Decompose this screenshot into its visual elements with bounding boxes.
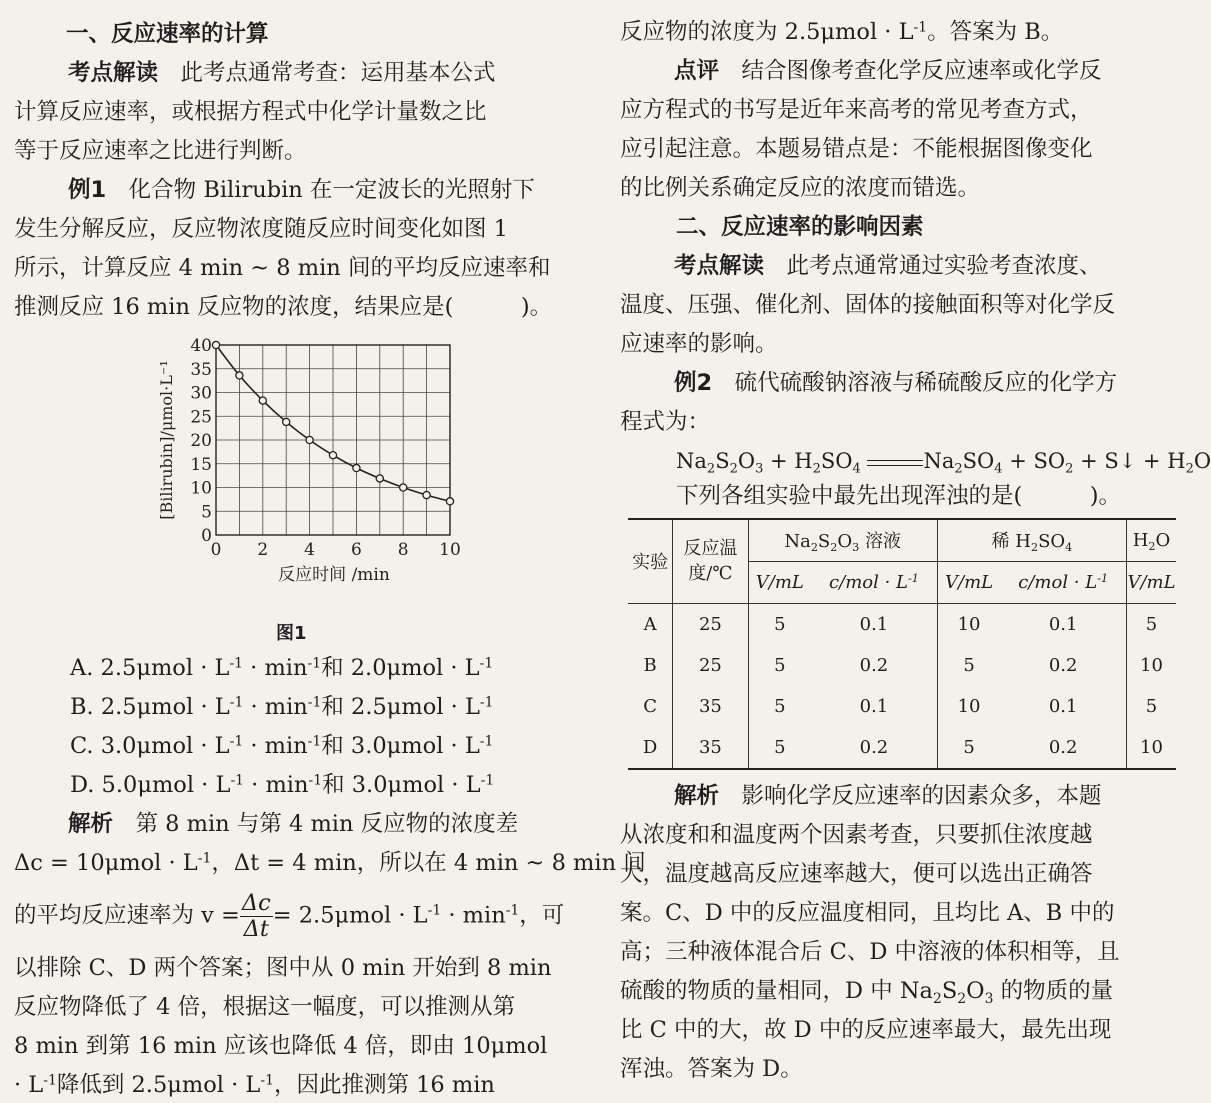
paragraph-line: 高；三种液体混合后 C、D 中溶液的体积相等，且 [620,939,1120,965]
x-tick-label: 6 [350,540,362,560]
sub-header-concentration: $c/mol \cdot L^{-1}$ [811,561,937,603]
table-cell: 5 [748,728,811,770]
paragraph-line: 比 C 中的大，故 D 中的反应速率最大，最先出现 [620,1017,1112,1043]
x-axis-label: 反应时间 /min [278,565,390,585]
label-kaodian: 考点解读 [68,60,159,86]
sub-header-volume: V/mL [937,561,1000,603]
table-cell: 5 [937,728,1000,770]
fraction: $\frac{\Delta c}{\Delta t}$ [241,890,271,942]
table-cell: 5 [1127,686,1176,728]
data-point [259,397,266,404]
label-kaodian: 考点解读 [674,253,765,279]
paragraph-line: 应速率的影响。 [620,331,778,357]
label-comment: 点评 [674,58,720,84]
paragraph-line: 8 min 到第 16 min 应该也降低 4 倍，即由 10μmol [14,1033,548,1059]
table-cell: 0.2 [859,737,889,759]
paragraph-line: $\Delta c = 10\mu mol \cdot L^{-1}$，Δt = 4 min，所以在 4 min ~ 8 min 间 [14,850,646,876]
chemical-equation: $Na_2S_2O_3 + H_2SO_4$ $Na_2SO_4 + SO_2$ + S↓ + $H_2O$ [676,449,1211,477]
paragraph-line: 温度、压强、催化剂、固体的接触面积等对化学反 [620,292,1116,318]
paragraph-line: 解析 第 8 min 与第 4 min 反应物的浓度差 [68,811,519,837]
paragraph-line: 应方程式的书写是近年来高考的常见考查方式， [620,97,1093,123]
table-row [628,686,1176,728]
paragraph-line: 推测反应 16 min 反应物的浓度，结果应是( )。 [14,294,553,320]
x-tick-label: 4 [304,540,316,560]
data-point [236,372,243,379]
bilirubin-concentration-chart [150,335,470,595]
table-cell: 0.2 [1048,654,1078,676]
table-cell: 5 [1127,603,1176,645]
table-row [628,603,1176,645]
paragraph-line: 程式为： [620,409,711,435]
label-analysis: 解析 [68,811,114,837]
paragraph-line: 以排除 C、D 两个答案；图中从 0 min 开始到 8 min [14,955,552,981]
question-line: 下列各组实验中最先出现浑浊的是( )。 [676,483,1122,509]
paragraph-line: 浑浊。答案为 D。 [620,1056,803,1082]
label-example-1: 例1 [68,177,107,203]
y-axis-label: [Bilirubin]/μmol·L⁻¹ [157,360,176,520]
label-example-2: 例2 [674,370,713,396]
col-header-temperature: 反应温 度/℃ [673,519,748,603]
data-point [376,475,383,482]
paragraph-line: 反应物降低了 4 倍，根据这一幅度，可以推测从第 [14,994,516,1020]
table-body [628,603,1176,769]
data-point [446,498,453,505]
paragraph-line: 所示，计算反应 4 min ~ 8 min 间的平均反应速率和 [14,255,551,281]
option-b: B. $2.5\mu mol \cdot L^{-1} \cdot \min^{-1}$和 $2.5\mu mol \cdot L^{-1}$ [70,694,494,720]
paragraph-line: 大，温度越高反应速率越大，便可以选出正确答 [620,861,1093,887]
table-cell: 10 [937,686,1000,728]
table-cell: 0.1 [1048,613,1078,635]
x-tick-label: 0 [210,540,222,560]
table-cell: 0.1 [1048,696,1078,718]
y-tick-label: 15 [190,454,212,475]
figure-caption: 图1 [276,623,307,644]
section-heading-1: 一、反应速率的计算 [66,21,269,47]
y-tick-label: 10 [190,478,212,499]
paragraph-line: 案。C、D 中的反应温度相同，且均比 A、B 中的 [620,900,1115,926]
y-tick-label: 30 [190,383,212,404]
x-tick-label: 8 [397,540,409,560]
data-point [306,436,313,443]
table-cell: 0.1 [859,696,889,718]
data-point [329,452,336,459]
paragraph-line: 硫酸的物质的量相同，D 中 $Na_2S_2O_3$ 的物质的量 [620,978,1114,1007]
y-tick-label: 25 [190,407,212,428]
paragraph-line: 计算反应速率，或根据方程式中化学计量数之比 [14,99,487,125]
table-row [628,645,1176,687]
y-tick-label: 5 [201,502,212,523]
table-cell: D [642,737,658,759]
table-cell: 5 [748,686,811,728]
option-d: D. $5.0\mu mol \cdot L^{-1} \cdot \min^{-1}$和 $3.0\mu mol \cdot L^{-1}$ [70,772,495,798]
paragraph-line: 例1 化合物 Bilirubin 在一定波长的光照射下 [68,177,535,203]
col-header-h2so4: 稀 $H_2SO_4$ [937,519,1126,561]
paragraph-line: 的比例关系确定反应的浓度而错选。 [620,175,981,201]
data-point [353,464,360,471]
y-tick-label: 20 [190,431,212,451]
table-cell: 10 [937,603,1000,645]
paragraph-line: 例2 硫代硫酸钠溶液与稀硫酸反应的化学方 [674,370,1118,396]
option-a: A. $2.5\mu mol \cdot L^{-1} \cdot \min^{-1}$和 $2.0\mu mol \cdot L^{-1}$ [70,655,494,681]
table-cell: 35 [673,686,748,728]
paragraph-line: 的平均反应速率为 v = $\frac{\Delta c}{\Delta t}$ = $2.5\mu mol \cdot L^{-1} \cdot \min^{-1}$，可 [14,890,565,942]
paragraph-line: 考点解读 此考点通常考查：运用基本公式 [68,60,496,86]
table-cell: 5 [937,645,1000,687]
x-tick-label: 10 [439,540,461,560]
table-cell: 10 [1127,645,1176,687]
table-cell: 0.2 [859,654,889,676]
experiment-table [628,518,1176,770]
paragraph-line: 考点解读 此考点通常通过实验考查浓度、 [674,253,1102,279]
paragraph-line: 点评 结合图像考查化学反应速率或化学反 [674,58,1102,84]
paragraph-line: 解析 影响化学反应速率的因素众多，本题 [674,783,1102,809]
table-cell: 5 [748,603,811,645]
chart-ticks [190,336,460,560]
section-heading-2: 二、反应速率的影响因素 [676,214,924,240]
data-point [212,341,219,348]
y-tick-label: 40 [190,336,212,356]
paragraph-line: 应引起注意。本题易错点是：不能根据图像变化 [620,136,1093,162]
data-point [400,484,407,491]
data-point [423,492,430,499]
equals-sign [867,460,923,466]
col-header-h2o: $H_2O$ [1127,519,1176,561]
y-tick-label: 0 [201,526,212,546]
label-analysis: 解析 [674,783,720,809]
col-header-na2s2o3: $Na_2S_2O_3$ 溶液 [748,519,937,561]
sub-header-volume: V/mL [748,561,811,603]
table-cell: 0.2 [1048,737,1078,759]
y-tick-label: 35 [190,359,212,380]
x-tick-label: 2 [257,540,269,560]
paragraph-line: 发生分解反应，反应物浓度随反应时间变化如图 1 [14,216,508,242]
sub-header-concentration: $c/mol \cdot L^{-1}$ [1000,561,1126,603]
table-cell: B [643,654,657,676]
table-cell: 25 [673,603,748,645]
option-c: C. $3.0\mu mol \cdot L^{-1} \cdot \min^{-1}$和 $3.0\mu mol \cdot L^{-1}$ [70,733,494,759]
chart-grid [216,345,450,535]
table-cell: A [643,613,657,635]
table-row [628,728,1176,770]
table-cell: 10 [1127,728,1176,770]
data-point [283,418,290,425]
paragraph-line: 反应物的浓度为 $2.5\mu mol \cdot L^{-1}$。答案为 B。 [620,19,1064,45]
table-cell: 35 [673,728,748,770]
paragraph-line: 从浓度和和温度两个因素考查，只要抓住浓度越 [620,822,1093,848]
table-cell: 25 [673,645,748,687]
sub-header-volume: V/mL [1127,561,1176,603]
paragraph-line: · $L^{-1}$降低到 $2.5\mu mol \cdot L^{-1}$，因此推测第 16 min [14,1072,495,1098]
table-cell: 5 [748,645,811,687]
table-cell: C [643,696,658,718]
table-cell: 0.1 [859,613,889,635]
paragraph-line: 等于反应速率之比进行判断。 [14,138,307,164]
col-header-experiment: 实验 [628,519,673,603]
